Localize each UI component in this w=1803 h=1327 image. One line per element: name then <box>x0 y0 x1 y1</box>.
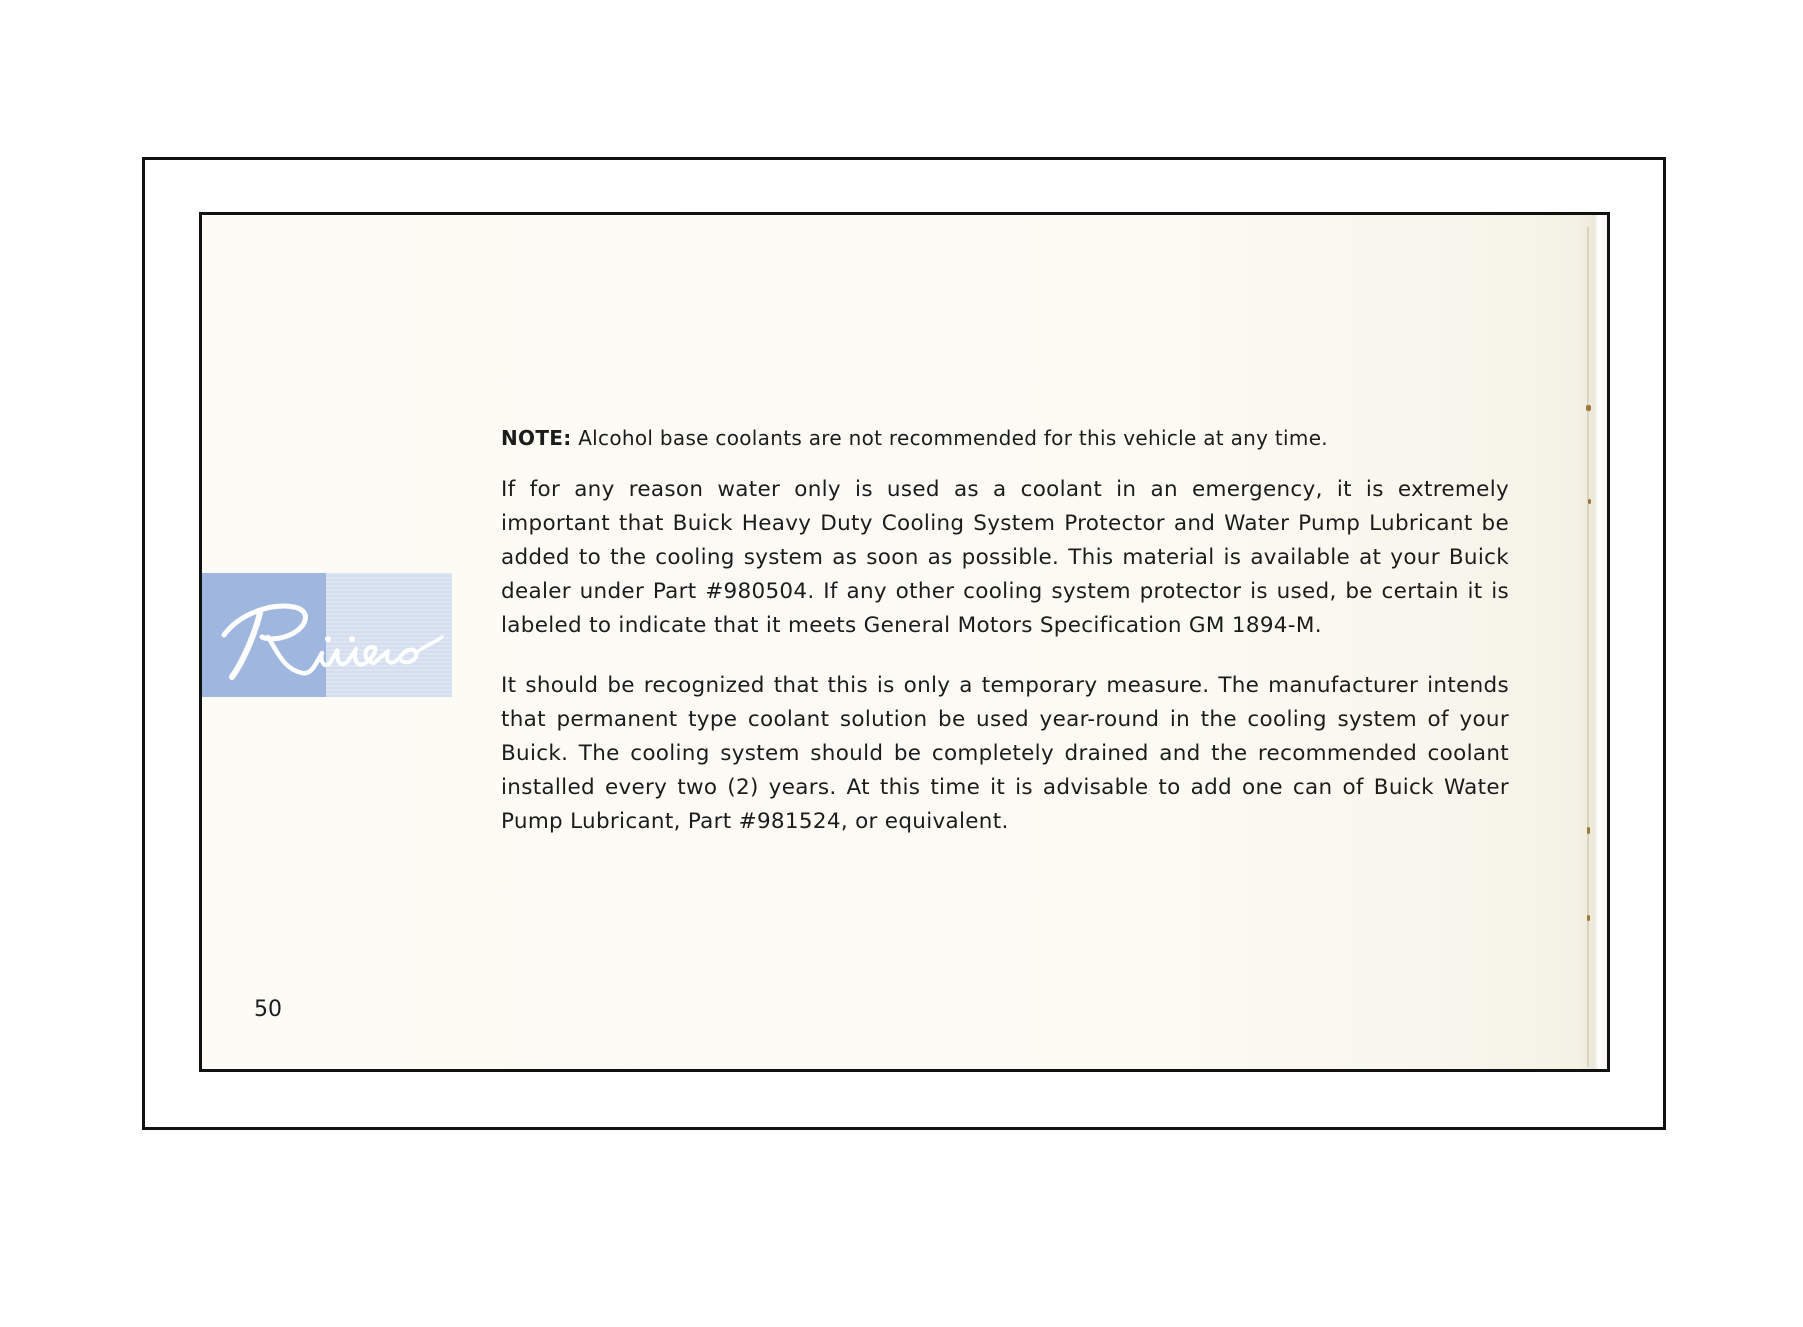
paper-speck <box>1586 405 1591 411</box>
manual-page <box>199 212 1610 1072</box>
page-spine <box>1579 215 1607 1069</box>
paper-speck <box>1588 499 1591 504</box>
page-number: 50 <box>254 997 282 1022</box>
spine-line <box>1587 227 1589 1067</box>
paragraph-temporary-measure: It should be recognized that this is only a temporary measure. The manufacturer intends that permanent type coolant solution be used year-round in the cooling system of your Buick. The cooling system should be completely drained and the recommended coolant installed every two (2) years. At this time it is advisable to add one can of Buick Water Pump Lubricant, Part #981524, or equivalent. <box>501 673 1509 834</box>
riviera-script-logo <box>202 573 452 697</box>
note-label: NOTE: <box>501 426 572 450</box>
note-text: Alcohol base coolants are not recommended for this vehicle at any time. <box>571 426 1328 450</box>
riviera-logo <box>202 573 452 697</box>
paper-speck <box>1587 827 1590 834</box>
paragraph-emergency-water: If for any reason water only is used as a coolant in an emergency, it is extremely important that Buick Heavy Duty Cooling System Protector and Water Pump Lubricant be added to the cooling system as soon as possible. This material is available at your Buick dealer under Part #980504. If any other cooling system protector is used, be certain it is labeled to indicate that it meets General Motors Specification GM 1894-M. <box>501 477 1509 638</box>
paper-speck <box>1587 915 1590 921</box>
note-line <box>501 421 1509 455</box>
page-body <box>501 421 1509 865</box>
